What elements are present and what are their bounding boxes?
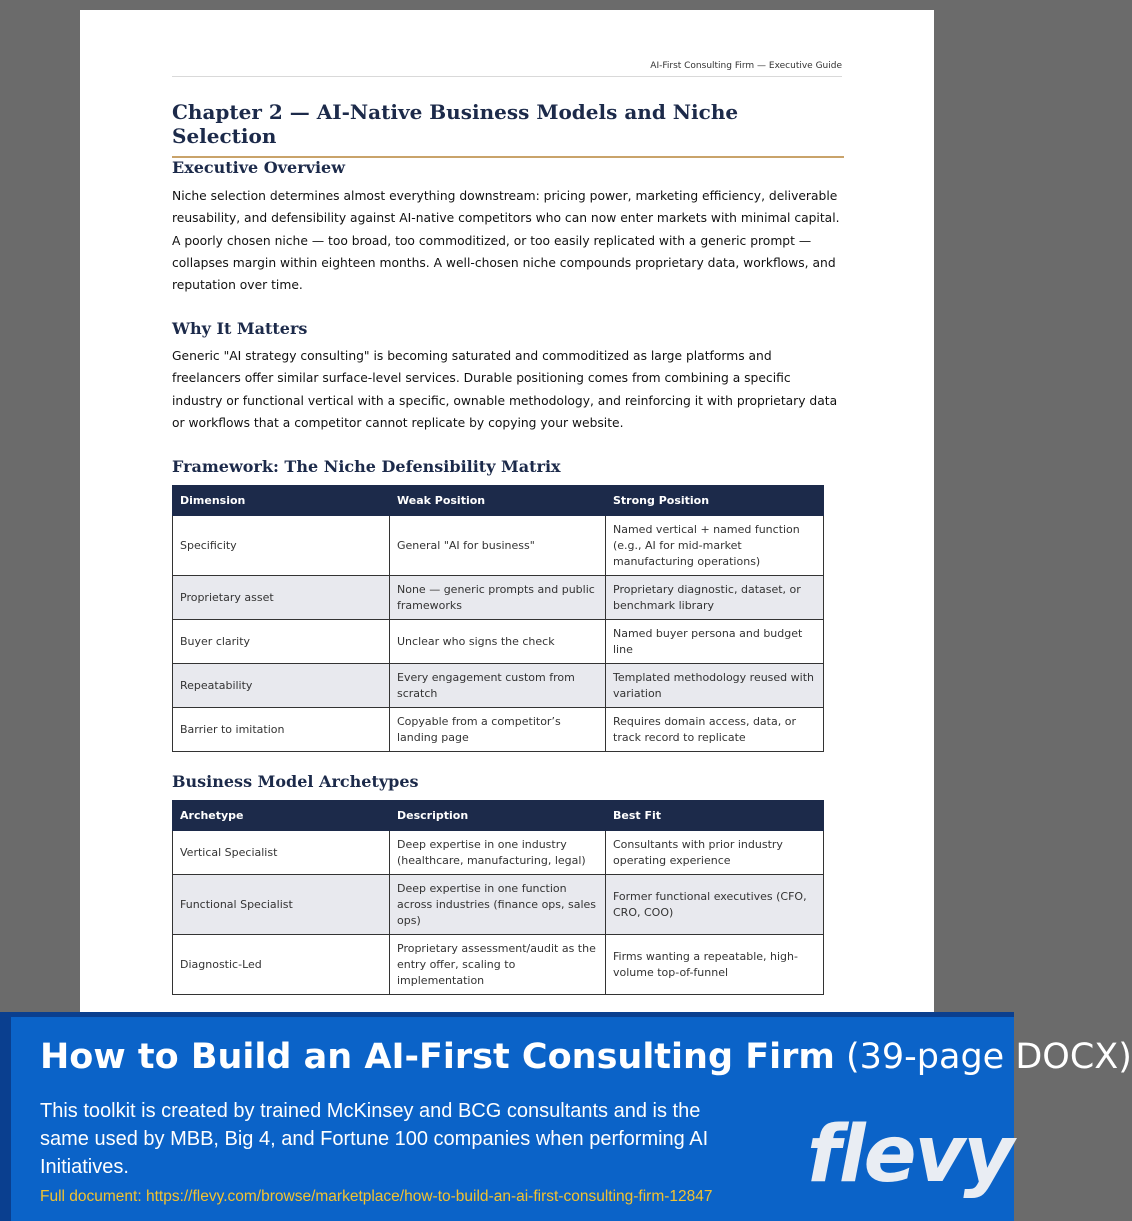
table-cell: Repeatability — [173, 664, 390, 708]
banner-title-suffix: (39-page DOCX) — [834, 1037, 1132, 1077]
table-cell: Requires domain access, data, or track record to replicate — [606, 708, 824, 752]
column-header: Dimension — [173, 486, 390, 516]
table-row — [173, 576, 824, 620]
table-cell: Buyer clarity — [173, 620, 390, 664]
table-cell: Deep expertise in one function across industries (finance ops, sales ops) — [390, 875, 606, 935]
table-cell: Copyable from a competitor’s landing page — [390, 708, 606, 752]
table-cell: Named vertical + named function (e.g., AI for mid-market manufacturing operations) — [606, 516, 824, 576]
table-row — [173, 664, 824, 708]
promo-banner — [0, 1012, 1132, 1221]
table-cell: Proprietary assessment/audit as the entry offer, scaling to implementation — [390, 935, 606, 995]
table-cell: Barrier to imitation — [173, 708, 390, 752]
table-cell: Former functional executives (CFO, CRO, COO) — [606, 875, 824, 935]
table-cell: Specificity — [173, 516, 390, 576]
table-row — [173, 875, 824, 935]
section-heading-business-model-archetypes: Business Model Archetypes — [172, 772, 419, 791]
section-heading-framework: Framework: The Niche Defensibility Matrix — [172, 457, 561, 476]
table-cell: Every engagement custom from scratch — [390, 664, 606, 708]
table-header-row — [173, 801, 824, 831]
table-cell: Templated methodology reused with variation — [606, 664, 824, 708]
document-page — [80, 10, 934, 1020]
table-row — [173, 516, 824, 576]
table-cell: Firms wanting a repeatable, high-volume top-of-funnel — [606, 935, 824, 995]
archetypes-table — [172, 800, 824, 995]
table-row — [173, 620, 824, 664]
table-cell: Named buyer persona and budget line — [606, 620, 824, 664]
table-cell: General "AI for business" — [390, 516, 606, 576]
promo-banner-panel — [11, 1017, 1132, 1221]
full-document-link[interactable]: Full document: https://flevy.com/browse/marketplace/how-to-build-an-ai-first-consulting-firm-12847 — [40, 1188, 713, 1205]
column-header: Weak Position — [390, 486, 606, 516]
table-header-row — [173, 486, 824, 516]
niche-defensibility-table — [172, 485, 824, 752]
table-cell: Unclear who signs the check — [390, 620, 606, 664]
column-header: Strong Position — [606, 486, 824, 516]
table-cell: Diagnostic-Led — [173, 935, 390, 995]
chapter-title: Chapter 2 — AI-Native Business Models and Niche Selection — [172, 100, 844, 158]
column-header: Best Fit — [606, 801, 824, 831]
executive-overview-text: Niche selection determines almost everything downstream: pricing power, marketing efficiency, deliverable reusability, and defensibility against AI-native competitors who can now enter markets with minimal capital. A poorly chosen niche — too broad, too commoditized, or too easily replicated with a generic prompt — collapses margin within eighteen months. A well-chosen niche compounds proprietary data, workflows, and reputation over time. — [172, 189, 840, 293]
table-cell: Deep expertise in one industry (healthcare, manufacturing, legal) — [390, 831, 606, 875]
table-cell: None — generic prompts and public frameworks — [390, 576, 606, 620]
table-cell: Proprietary diagnostic, dataset, or benchmark library — [606, 576, 824, 620]
section-heading-executive-overview: Executive Overview — [172, 158, 345, 177]
table-cell: Consultants with prior industry operating experience — [606, 831, 824, 875]
column-header: Description — [390, 801, 606, 831]
flevy-logo[interactable]: flevy — [807, 1110, 1013, 1200]
table-cell: Functional Specialist — [173, 875, 390, 935]
why-it-matters-text: Generic "AI strategy consulting" is becoming saturated and commoditized as large platforms and freelancers offer similar surface-level services. Durable positioning comes from combining a specific industry or functional vertical with a specific, ownable methodology, and reinforcing it with proprietary data or workflows that a competitor cannot replicate by copying your website. — [172, 349, 838, 430]
column-header: Archetype — [173, 801, 390, 831]
running-header: AI-First Consulting Firm — Executive Guide — [172, 61, 842, 77]
section-heading-why-it-matters: Why It Matters — [172, 319, 308, 338]
table-row — [173, 935, 824, 995]
table-cell: Proprietary asset — [173, 576, 390, 620]
banner-title-main: How to Build an AI-First Consulting Firm — [40, 1037, 835, 1077]
table-row — [173, 708, 824, 752]
table-cell: Vertical Specialist — [173, 831, 390, 875]
banner-description: This toolkit is created by trained McKinsey and BCG consultants and is the same used by MBB, Big 4, and Fortune 100 companies when performing AI Initiatives. — [40, 1100, 709, 1178]
table-row — [173, 831, 824, 875]
banner-title — [40, 1037, 1132, 1077]
